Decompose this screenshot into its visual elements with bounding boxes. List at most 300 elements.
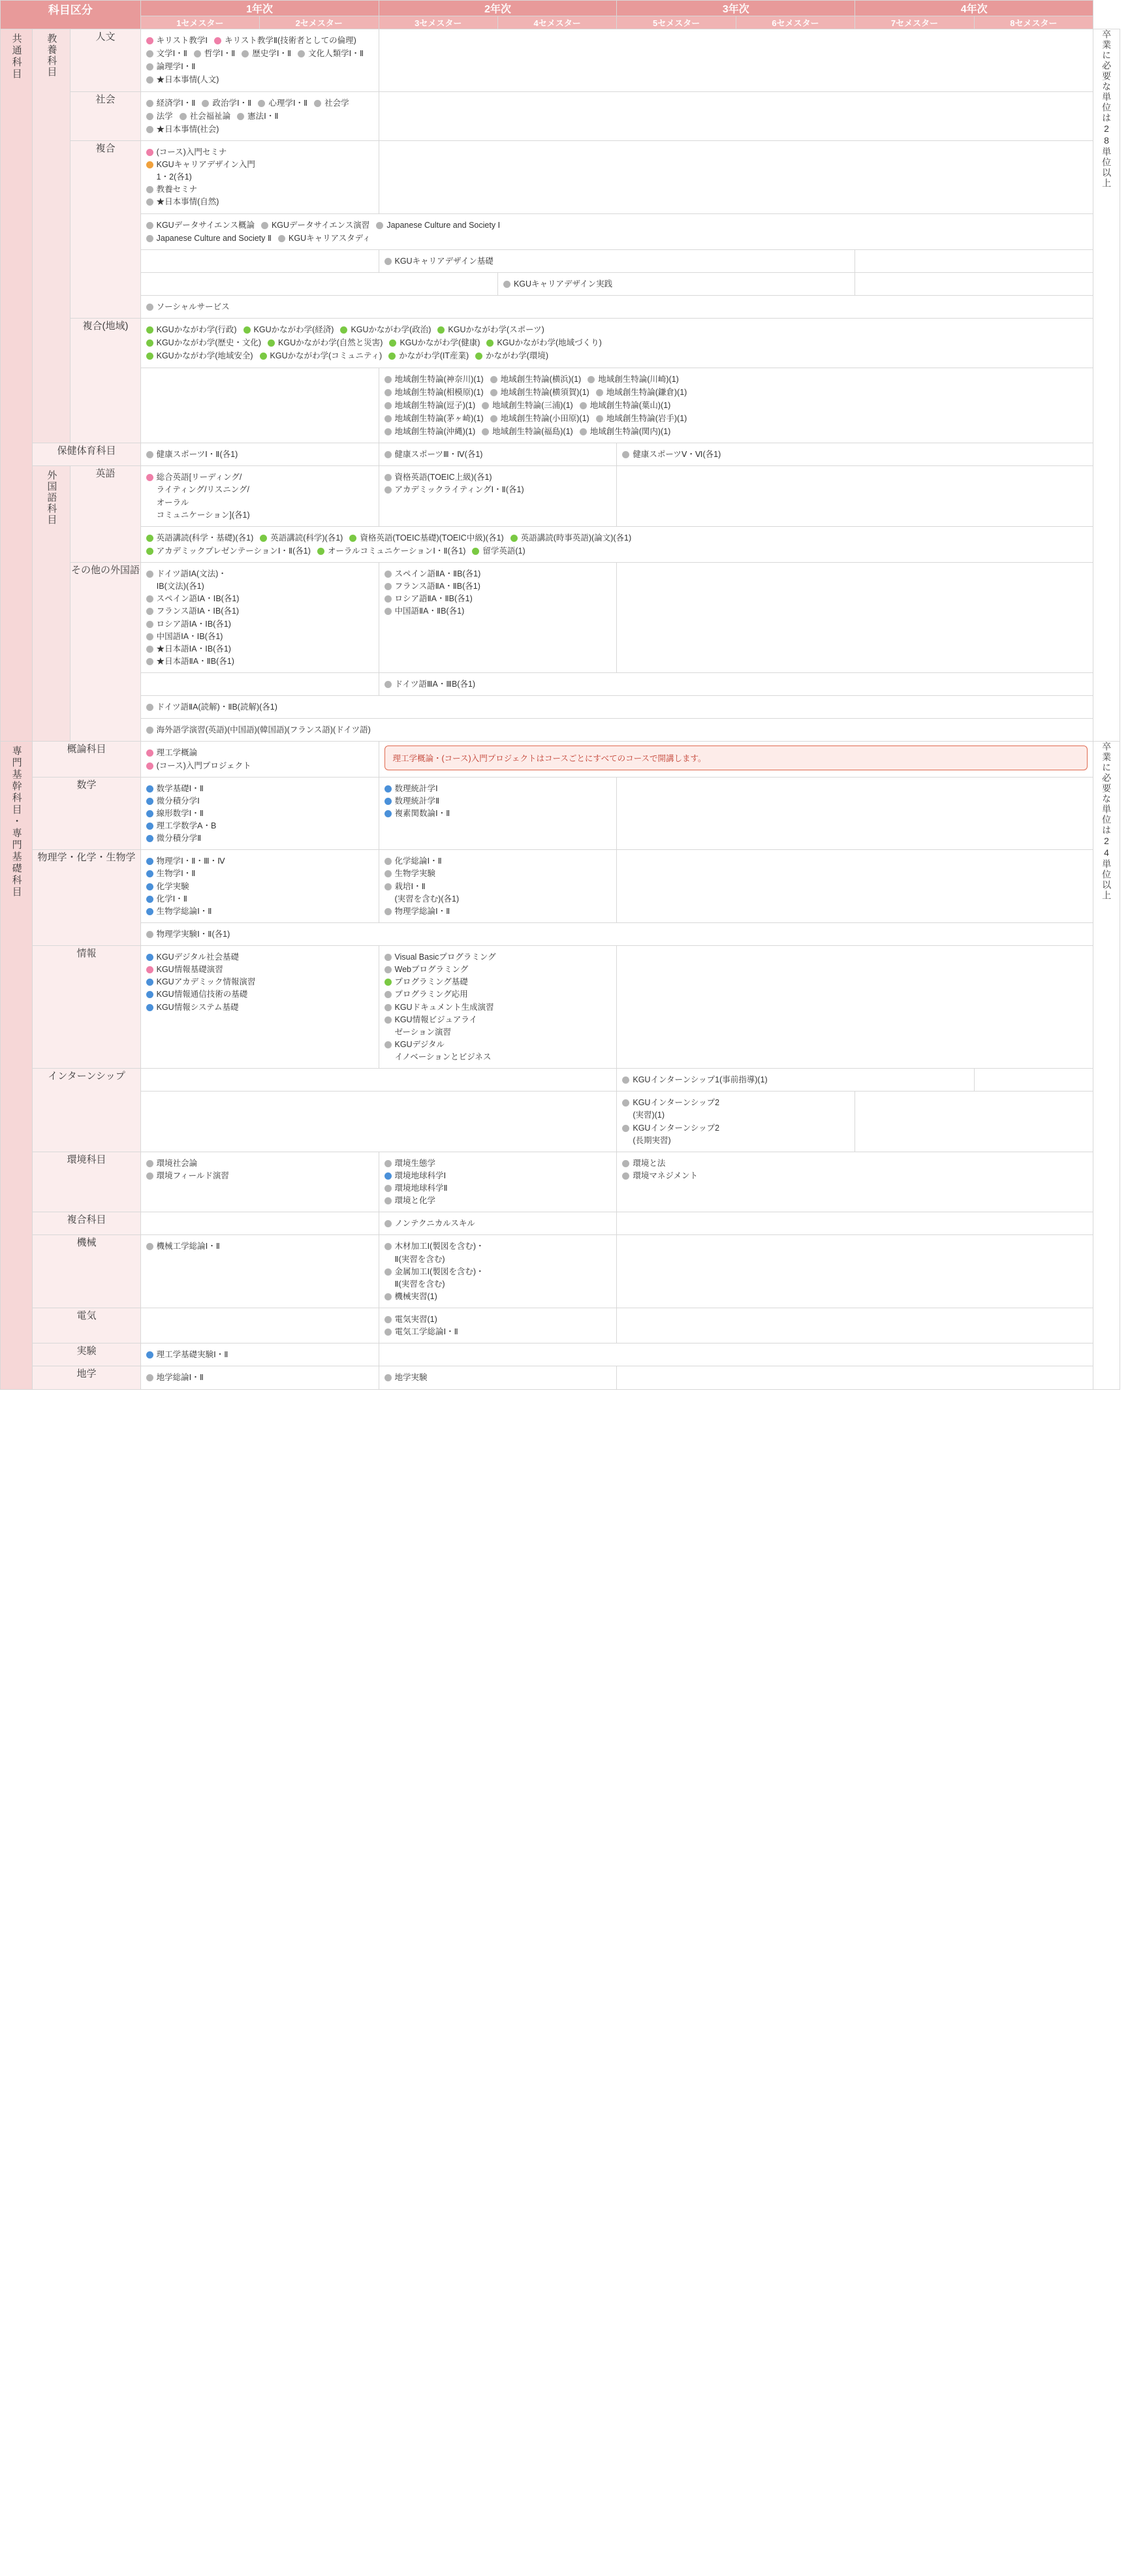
course-item <box>180 110 231 122</box>
course-dot-icon <box>482 402 489 409</box>
course-group <box>146 1001 375 1013</box>
schedule-cell <box>140 1366 379 1389</box>
course-item <box>146 74 219 86</box>
schedule-cell <box>140 563 379 673</box>
course-dot-icon <box>384 810 392 817</box>
course-item <box>146 61 196 72</box>
course-item <box>340 324 431 336</box>
table-row <box>1 1069 1120 1092</box>
schedule-cell <box>379 368 1093 443</box>
course-label: 健康スポーツⅠ・Ⅱ(各1) <box>156 450 238 460</box>
section-label-1: 社会 <box>71 91 140 140</box>
course-item <box>278 232 371 244</box>
course-label: KGUインターンシップ1(事前指導)(1) <box>633 1075 768 1085</box>
course-item <box>437 324 544 336</box>
course-item <box>384 868 613 879</box>
course-group <box>384 1001 613 1013</box>
course-item <box>146 580 375 592</box>
course-group <box>384 1313 613 1325</box>
course-group <box>146 808 375 819</box>
course-group <box>384 255 851 267</box>
course-cell <box>379 1152 617 1212</box>
course-label: KGUデジタル <box>394 1039 445 1049</box>
course-group <box>146 593 375 605</box>
course-label: (実習)(1) <box>633 1110 665 1120</box>
course-label: KGUデータサイエンス演習 <box>271 220 370 230</box>
course-item <box>596 413 687 424</box>
course-dot-icon <box>146 646 153 653</box>
course-item <box>622 1097 851 1108</box>
course-item <box>146 350 253 362</box>
course-group <box>146 1157 375 1169</box>
course-item <box>146 471 375 483</box>
course-label: KGUキャリアデザイン実践 <box>513 279 613 289</box>
course-group <box>146 544 1090 558</box>
course-dot-icon <box>258 100 265 107</box>
course-label: 地域創生特論(逗子)(1) <box>394 400 476 410</box>
course-item <box>384 484 613 495</box>
course-label: 歴史学Ⅰ・Ⅱ <box>252 49 292 59</box>
course-label: Ⅱ(実習を含む) <box>394 1279 445 1289</box>
schedule-cell <box>379 1235 617 1308</box>
course-dot-icon <box>384 474 392 481</box>
course-label: 数学基礎Ⅰ・Ⅱ <box>156 783 204 793</box>
course-item <box>146 183 375 195</box>
schedule-cell <box>140 29 379 92</box>
table-row <box>1 1092 1120 1152</box>
header-year-3: 3年次 <box>617 1 855 16</box>
section-label-5: 英語 <box>71 466 140 563</box>
course-dot-icon <box>384 979 392 986</box>
course-dot-icon <box>146 633 153 640</box>
course-label: KGUキャリアデザイン入門 <box>156 160 255 169</box>
course-cell <box>379 1212 617 1234</box>
course-group <box>146 159 375 183</box>
course-item <box>317 545 466 557</box>
table-row <box>1 1343 1120 1366</box>
course-label: イノベーションとビジネス <box>394 1052 492 1061</box>
course-label: ★日本事情(社会) <box>156 124 219 134</box>
course-dot-icon <box>146 595 153 603</box>
subgroup-label-kyoyo <box>33 29 71 443</box>
course-group <box>384 448 613 460</box>
course-label: KGUかながわ学(経済) <box>253 325 334 335</box>
course-dot-icon <box>437 326 445 334</box>
course-label: 地域創生特論(鎌倉)(1) <box>606 387 687 397</box>
course-item <box>146 724 1090 736</box>
schedule-cell <box>617 777 1093 850</box>
course-label: フランス語ⅡA・ⅡB(各1) <box>394 582 480 591</box>
course-item <box>146 146 375 158</box>
course-dot-icon <box>340 326 347 334</box>
course-dot-icon <box>146 749 153 757</box>
course-label: フランス語ⅠA・ⅠB(各1) <box>156 606 240 616</box>
course-label: 地域創生特論(三浦)(1) <box>492 400 573 410</box>
course-dot-icon <box>242 50 249 57</box>
course-cell <box>855 1092 1093 1101</box>
course-item <box>384 1253 613 1265</box>
course-group <box>146 905 375 917</box>
course-label: 中国語ⅡA・ⅡB(各1) <box>394 606 465 616</box>
course-cell <box>379 466 617 501</box>
schedule-cell <box>379 1343 1093 1366</box>
course-label: 金属加工Ⅰ(製図を含む)・ <box>394 1266 484 1276</box>
table-body <box>1 29 1120 1390</box>
course-dot-icon <box>146 186 153 193</box>
course-cell <box>141 319 1093 367</box>
course-label: 木材加工Ⅰ(製図を含む)・ <box>394 1242 484 1251</box>
course-cell <box>617 1366 1093 1375</box>
table-row <box>1 1212 1120 1235</box>
table-row <box>1 1366 1120 1389</box>
course-item <box>384 386 484 398</box>
table-row <box>1 719 1120 742</box>
course-cell <box>141 696 1093 718</box>
course-item <box>384 1217 613 1229</box>
schedule-cell <box>617 1152 1093 1212</box>
section-label-11: インターンシップ <box>33 1069 140 1152</box>
course-item <box>146 1372 375 1383</box>
course-label: 地域創生特論(葉山)(1) <box>589 400 671 410</box>
schedule-cell <box>379 1308 617 1343</box>
course-item <box>146 159 375 170</box>
course-cell <box>617 946 1093 955</box>
schedule-cell <box>140 1092 617 1152</box>
course-item <box>242 48 291 59</box>
course-label: 地域創生特論(小田原)(1) <box>500 413 589 423</box>
course-group <box>384 976 613 988</box>
table-row <box>1 29 1120 92</box>
course-dot-icon <box>146 326 153 334</box>
course-label: (コース)入門セミナ <box>156 147 227 157</box>
schedule-cell <box>140 1343 379 1366</box>
course-group <box>146 146 375 158</box>
course-label: 英語講読(時事英語)(論文)(各1) <box>520 533 632 542</box>
course-item <box>596 386 687 398</box>
course-dot-icon <box>384 1220 392 1227</box>
course-cell <box>141 1366 379 1389</box>
course-item <box>384 1157 613 1169</box>
schedule-cell <box>140 742 379 777</box>
course-dot-icon <box>384 883 392 890</box>
course-label: 環境と化学 <box>394 1196 436 1206</box>
course-dot-icon <box>384 798 392 805</box>
schedule-cell <box>140 526 1093 562</box>
course-label: ★日本事情(自然) <box>156 197 219 207</box>
course-item <box>146 301 1090 313</box>
course-label: 1・2(各1) <box>156 172 192 182</box>
course-label: 地域創生特論(川崎)(1) <box>598 374 679 384</box>
course-label: KGUかながわ学(行政) <box>156 325 237 335</box>
course-item <box>384 1051 613 1063</box>
course-dot-icon <box>146 161 153 168</box>
course-label: 地域創生特論(福島)(1) <box>492 427 573 436</box>
course-cell <box>141 742 379 776</box>
course-label: KGU情報システム基礎 <box>156 1002 239 1012</box>
course-group <box>146 643 375 655</box>
course-item <box>146 219 255 231</box>
course-group <box>384 1372 613 1383</box>
course-label: 地域創生特論(関内)(1) <box>589 427 671 436</box>
course-label: 機械実習(1) <box>394 1291 437 1301</box>
section-label-2: 複合 <box>71 140 140 318</box>
course-label: ロシア語ⅠA・ⅠB(各1) <box>156 619 231 629</box>
course-item <box>384 568 613 580</box>
table-row <box>1 272 1120 295</box>
course-dot-icon <box>146 113 153 120</box>
table-row <box>1 526 1120 562</box>
course-item <box>146 1170 375 1182</box>
course-item <box>146 196 375 208</box>
course-group <box>146 605 375 617</box>
subgroup-label-text: 外国語科目 <box>46 470 57 526</box>
note-text: 卒業に必要な単位は28単位以上 <box>1101 29 1112 189</box>
course-dot-icon <box>388 353 396 360</box>
course-label: 資格英語(TOEIC上級)(各1) <box>394 473 492 482</box>
course-label: 総合英語[リーディング/ <box>156 473 242 482</box>
course-label: 心理学Ⅰ・Ⅱ <box>268 98 308 108</box>
course-label: (コース)入門プロジェクト <box>156 761 251 770</box>
course-item <box>146 951 375 963</box>
course-group <box>384 425 1090 438</box>
course-dot-icon <box>384 608 392 615</box>
course-cell <box>141 1152 379 1187</box>
course-cell <box>141 466 379 526</box>
course-label: 生物学総論Ⅰ・Ⅱ <box>156 906 212 916</box>
course-cell <box>379 850 617 922</box>
schedule-cell <box>379 850 617 923</box>
course-item <box>146 123 219 135</box>
schedule-cell <box>140 319 1093 368</box>
course-label: KGUデータサイエンス概論 <box>156 220 255 230</box>
course-dot-icon <box>349 535 356 542</box>
course-item <box>146 232 272 244</box>
course-cell <box>379 368 1093 443</box>
course-label: 地域創生特論(沖縄)(1) <box>394 427 476 436</box>
course-label: スペイン語ⅠA・ⅠB(各1) <box>156 594 240 604</box>
course-group <box>146 183 375 195</box>
course-dot-icon <box>146 931 153 938</box>
course-dot-icon <box>384 1243 392 1250</box>
course-dot-icon <box>475 353 482 360</box>
course-label: 環境フィールド演習 <box>156 1170 229 1180</box>
course-label: ドイツ語ⅠA(文法)・ <box>156 569 227 578</box>
schedule-cell <box>140 368 379 443</box>
course-item <box>482 400 573 411</box>
schedule-cell <box>617 1069 974 1092</box>
table-row <box>1 443 1120 466</box>
course-cell <box>141 1212 379 1221</box>
course-label: キリスト教学Ⅱ(技術者としての倫理) <box>225 36 356 45</box>
note-general-credits <box>1093 29 1120 742</box>
section-label-12: 環境科目 <box>33 1152 140 1212</box>
schedule-cell <box>497 272 855 295</box>
course-item <box>384 964 613 975</box>
course-group <box>384 1240 613 1264</box>
course-item <box>146 618 375 630</box>
course-item <box>146 171 375 183</box>
course-cell <box>379 1308 617 1343</box>
course-dot-icon <box>146 1172 153 1180</box>
schedule-cell <box>379 443 617 466</box>
header-division: 科目区分 <box>1 1 141 29</box>
schedule-cell <box>855 272 1093 295</box>
course-group <box>146 747 375 759</box>
course-label: 健康スポーツⅢ・Ⅳ(各1) <box>394 450 483 460</box>
course-label: 線形数学Ⅰ・Ⅱ <box>156 808 204 818</box>
course-label: 環境地球科学Ⅰ <box>394 1170 447 1180</box>
course-label: Japanese Culture and Society Ⅱ <box>156 233 272 243</box>
course-dot-icon <box>384 1328 392 1336</box>
course-cell <box>141 778 379 850</box>
course-dot-icon <box>384 595 392 603</box>
course-cell <box>379 29 1093 39</box>
note-text: 卒業に必要な単位は24単位以上 <box>1101 742 1112 902</box>
course-item <box>146 48 187 59</box>
course-label: 憲法Ⅰ・Ⅱ <box>247 111 279 121</box>
course-dot-icon <box>194 50 201 57</box>
course-dot-icon <box>146 198 153 206</box>
schedule-cell <box>617 850 1093 923</box>
course-dot-icon <box>146 149 153 156</box>
course-dot-icon <box>384 571 392 578</box>
course-dot-icon <box>146 966 153 973</box>
schedule-cell <box>379 563 617 673</box>
header-semester-4: 4セメスター <box>497 16 616 29</box>
course-group <box>146 47 375 73</box>
course-dot-icon <box>146 353 153 360</box>
course-label: ドイツ語ⅡA(読解)・ⅡB(読解)(各1) <box>156 702 277 712</box>
header-year-2: 2年次 <box>379 1 617 16</box>
group-label-text: 専門基幹科目・専門基礎科目 <box>10 746 22 899</box>
course-item <box>298 48 364 59</box>
course-dot-icon <box>622 451 629 458</box>
course-item <box>384 1182 613 1194</box>
course-item <box>146 868 375 879</box>
course-group <box>384 1217 613 1229</box>
course-item <box>384 1372 613 1383</box>
table-row <box>1 91 1120 140</box>
schedule-cell <box>379 1152 617 1212</box>
header-semester-3: 3セメスター <box>379 16 497 29</box>
course-cell <box>141 1235 379 1257</box>
section-label-17: 地学 <box>33 1366 140 1389</box>
course-dot-icon <box>384 451 392 458</box>
course-group <box>622 448 1089 460</box>
course-cell <box>379 778 617 825</box>
schedule-cell <box>379 1212 617 1235</box>
course-dot-icon <box>146 535 153 542</box>
table-row <box>1 368 1120 443</box>
course-label: Ⅱ(実習を含む) <box>394 1254 445 1264</box>
course-label: 地域創生特論(横浜)(1) <box>500 374 582 384</box>
course-item <box>622 1074 969 1086</box>
course-cell <box>379 1343 1093 1353</box>
course-label: 文化人類学Ⅰ・Ⅱ <box>308 49 364 59</box>
course-dot-icon <box>384 966 392 973</box>
course-dot-icon <box>268 339 275 347</box>
table-row <box>1 296 1120 319</box>
course-dot-icon <box>490 415 497 422</box>
course-label: ★日本事情(人文) <box>156 75 219 85</box>
course-item <box>146 795 375 807</box>
course-group <box>146 820 375 832</box>
course-item <box>146 448 375 460</box>
course-label: KGUインターンシップ2 <box>633 1123 720 1133</box>
course-item <box>146 1349 375 1360</box>
course-item <box>384 881 613 892</box>
schedule-cell <box>140 946 379 1069</box>
course-dot-icon <box>260 535 267 542</box>
course-item <box>314 97 349 109</box>
course-group <box>384 855 613 867</box>
schedule-cell <box>617 563 1093 673</box>
course-item <box>384 783 613 794</box>
course-item <box>384 905 613 917</box>
course-dot-icon <box>146 571 153 578</box>
course-group <box>146 301 1090 313</box>
schedule-cell <box>140 91 379 140</box>
course-label: 環境と法 <box>633 1158 666 1168</box>
schedule-cell <box>379 673 1093 696</box>
course-label: KGU情報ビジュアライ <box>394 1014 477 1024</box>
course-cell <box>617 1092 855 1152</box>
course-dot-icon <box>237 113 244 120</box>
course-group <box>146 988 375 1000</box>
course-dot-icon <box>146 727 153 734</box>
schedule-cell <box>379 1366 617 1389</box>
course-item <box>482 426 573 437</box>
course-dot-icon <box>146 50 153 57</box>
course-label: KGUドキュメント生成演習 <box>394 1002 494 1012</box>
course-group <box>146 323 1090 336</box>
schedule-cell <box>379 249 855 272</box>
course-dot-icon <box>146 1351 153 1359</box>
schedule-cell <box>140 1212 379 1235</box>
course-cell <box>617 850 1093 859</box>
section-label-16: 実験 <box>33 1343 140 1366</box>
table-row <box>1 213 1120 249</box>
course-item <box>580 400 671 411</box>
course-dot-icon <box>384 1160 392 1167</box>
course-label: 物理学Ⅰ・Ⅱ・Ⅲ・Ⅳ <box>156 856 225 866</box>
course-group <box>146 855 375 867</box>
course-dot-icon <box>384 1172 392 1180</box>
course-label: 理工学概論 <box>156 748 198 758</box>
schedule-cell <box>140 272 497 295</box>
course-item <box>258 97 307 109</box>
table-row <box>1 1235 1120 1308</box>
course-group <box>146 1372 375 1383</box>
course-group <box>384 1266 613 1290</box>
course-label: アカデミックライティングⅠ・Ⅱ(各1) <box>394 485 524 495</box>
course-item <box>146 568 375 580</box>
course-item <box>237 110 278 122</box>
course-label: KGUかながわ学(地域安全) <box>156 351 253 361</box>
course-group <box>384 988 613 1000</box>
course-item <box>146 532 254 544</box>
course-item <box>490 386 589 398</box>
course-label: 地学総論Ⅰ・Ⅱ <box>156 1373 204 1383</box>
subgroup-label-text: 教養科目 <box>46 33 57 78</box>
table-row <box>1 946 1120 1069</box>
group-label-kyotsu <box>1 29 33 742</box>
table-row <box>1 140 1120 213</box>
course-group <box>622 1122 851 1146</box>
schedule-cell <box>140 466 379 527</box>
course-dot-icon <box>376 222 383 229</box>
course-item <box>146 928 1090 940</box>
